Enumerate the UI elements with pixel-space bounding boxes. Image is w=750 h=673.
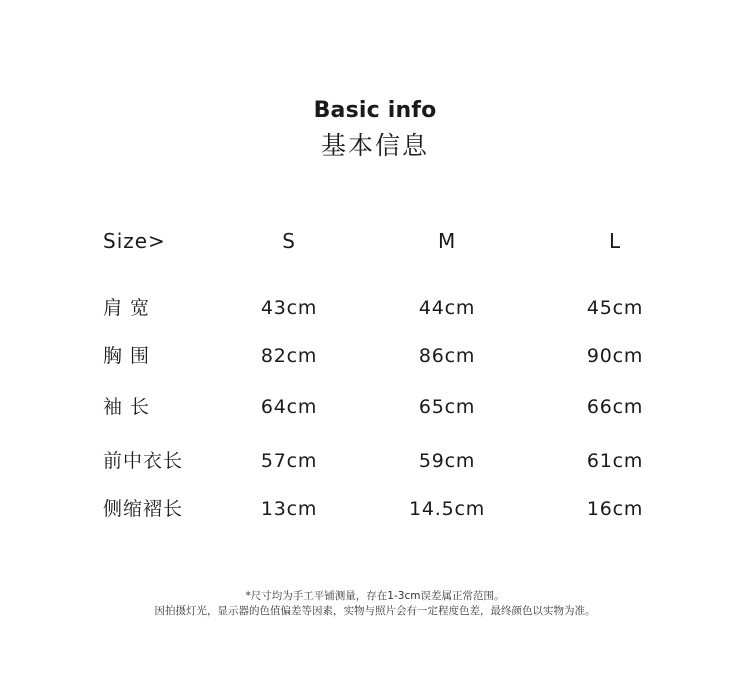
cell-s: 64cm <box>260 396 318 418</box>
table-row-chest <box>0 341 750 371</box>
cell-s: 82cm <box>260 345 318 367</box>
cell-m: 86cm <box>418 345 476 367</box>
row-label: 肩 宽 <box>103 297 151 319</box>
cell-s: 13cm <box>260 498 318 520</box>
cell-m: 65cm <box>418 396 476 418</box>
cell-l: 16cm <box>586 498 644 520</box>
table-row-shoulder-width <box>0 293 750 323</box>
color-difference-note: 因拍摄灯光，显示器的色值偏差等因素，实物与照片会有一定程度色差，最终颜色以实物为准。 <box>154 605 596 617</box>
table-row-side-ruche-length <box>0 494 750 524</box>
cell-l: 61cm <box>586 450 644 472</box>
cell-m: 14.5cm <box>408 498 486 520</box>
row-label: 袖 长 <box>103 396 151 418</box>
table-row-sleeve-length <box>0 392 750 422</box>
title-chinese: 基本信息 <box>320 131 429 160</box>
cell-l: 66cm <box>586 396 644 418</box>
cell-s: 43cm <box>260 297 318 319</box>
cell-m: 59cm <box>418 450 476 472</box>
table-row-front-length <box>0 446 750 476</box>
cell-l: 45cm <box>586 297 644 319</box>
cell-l: 90cm <box>586 345 644 367</box>
size-header-s: S <box>282 229 296 253</box>
row-label: 侧缩褶长 <box>103 498 184 520</box>
row-label: 胸 围 <box>103 345 151 367</box>
size-header-row <box>0 226 750 256</box>
size-header-m: M <box>437 229 457 253</box>
size-header-l: L <box>609 229 621 253</box>
row-label: 前中衣长 <box>103 450 184 472</box>
cell-s: 57cm <box>260 450 318 472</box>
measurement-note: *尺寸均为手工平铺测量，存在1-3cm误差属正常范围。 <box>245 590 505 602</box>
title-english: Basic info <box>313 98 437 123</box>
cell-m: 44cm <box>418 297 476 319</box>
size-header-label: Size> <box>103 229 166 253</box>
